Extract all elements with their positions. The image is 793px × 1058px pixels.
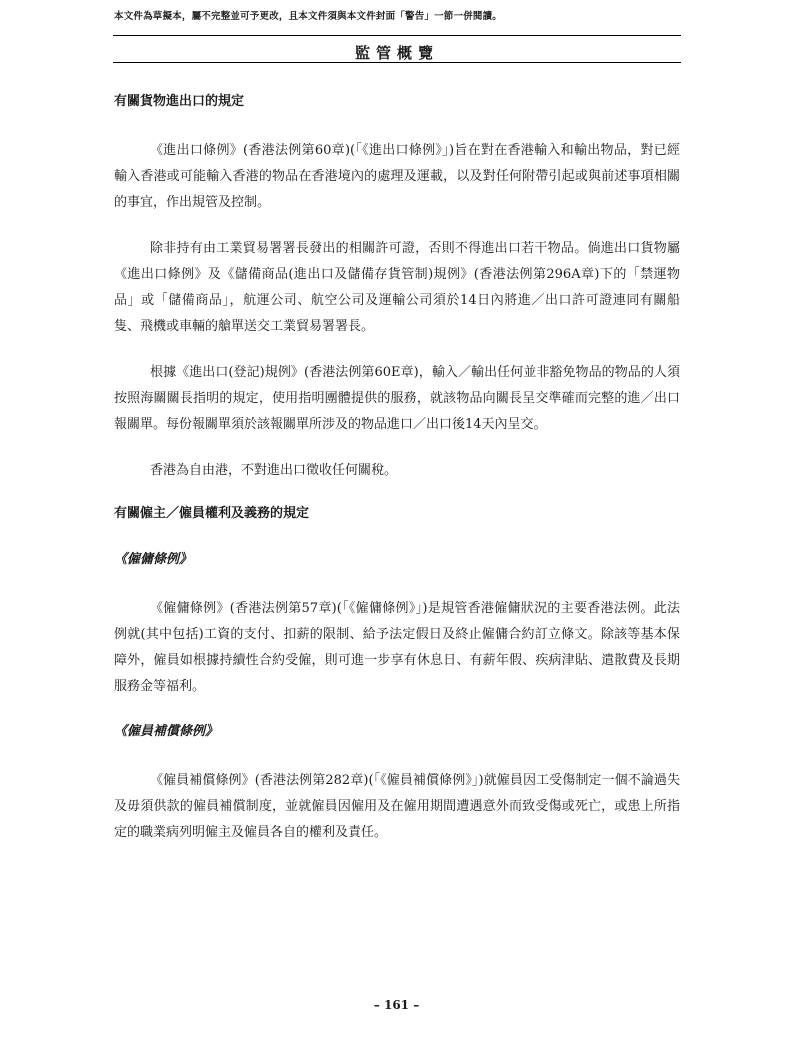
header-top-rule — [113, 35, 681, 36]
paragraph-employees-compensation-ordinance: 《僱員補償條例》(香港法例第282章)(「《僱員補償條例》」)就僱員因工受傷制定一個不論過失及毋須供款的僱員補償制度，並就僱員因僱用及在僱用期間遭遇意外而致受傷或死亡，或患上所指定的職業病列明僱主及僱員各自的權利及責任。 — [114, 773, 680, 840]
heading-employment: 有關僱主／僱員權利及義務的規定 — [114, 506, 310, 521]
subheading-employees-compensation-ordinance: 《僱員補償條例》 — [114, 724, 219, 739]
subheading-employment-ordinance: 《僱傭條例》 — [114, 552, 193, 567]
paragraph-import-export-ordinance: 《進出口條例》(香港法例第60章)(「《進出口條例》」)旨在對在香港輸入和輸出物品，對已經輸入香港或可能輸入香港的物品在香港境內的處理及運載，以及對任何附帶引起或與前述事項相關的事宜，作出規管及控制。 — [114, 143, 680, 210]
section-title: 監管概覽 — [354, 44, 439, 62]
heading-import-export: 有關貨物進出口的規定 — [114, 94, 245, 109]
header-bottom-rule — [113, 62, 681, 63]
paragraph-employment-ordinance: 《僱傭條例》(香港法例第57章)(「《僱傭條例》」)是規管香港僱傭狀況的主要香港法例。此法例就(其中包括)工資的支付、扣薪的限制、給予法定假日及終止僱傭合約訂立條文。除該等基本保障外，僱員如根據持續性合約受僱，則可進一步享有休息日、有薪年假、疾病津貼、遣散費及長期服務金等福利。 — [114, 601, 680, 694]
page-number: – 161 – — [373, 998, 420, 1012]
paragraph-declaration-regulations: 根據《進出口(登記)規例》(香港法例第60E章)，輸入／輸出任何並非豁免物品的物品的人須按照海關關長指明的規定，使用指明團體提供的服務，就該物品向關長呈交準確而完整的進／出口報關單。每份報關單須於該報關單所涉及的物品進口／出口後14天內呈交。 — [114, 365, 680, 432]
document-body — [114, 92, 680, 846]
paragraph-licence-requirements: 除非持有由工業貿易署署長發出的相關許可證，否則不得進出口若干物品。倘進出口貨物屬《進出口條例》及《儲備商品(進出口及儲備存貨管制)規例》(香港法例第296A章)下的「禁運物品」或「儲備商品」，航運公司、航空公司及運輸公司須於14日內將進／出口許可證連同有關船隻、飛機或車輛的艙單送交工業貿易署署長。 — [114, 241, 680, 334]
draft-notice: 本文件為草擬本，屬不完整並可予更改，且本文件須與本文件封面「警告」一節一併閱讀。 — [114, 11, 503, 22]
paragraph-free-port: 香港為自由港，不對進出口徵收任何關稅。 — [150, 463, 398, 478]
